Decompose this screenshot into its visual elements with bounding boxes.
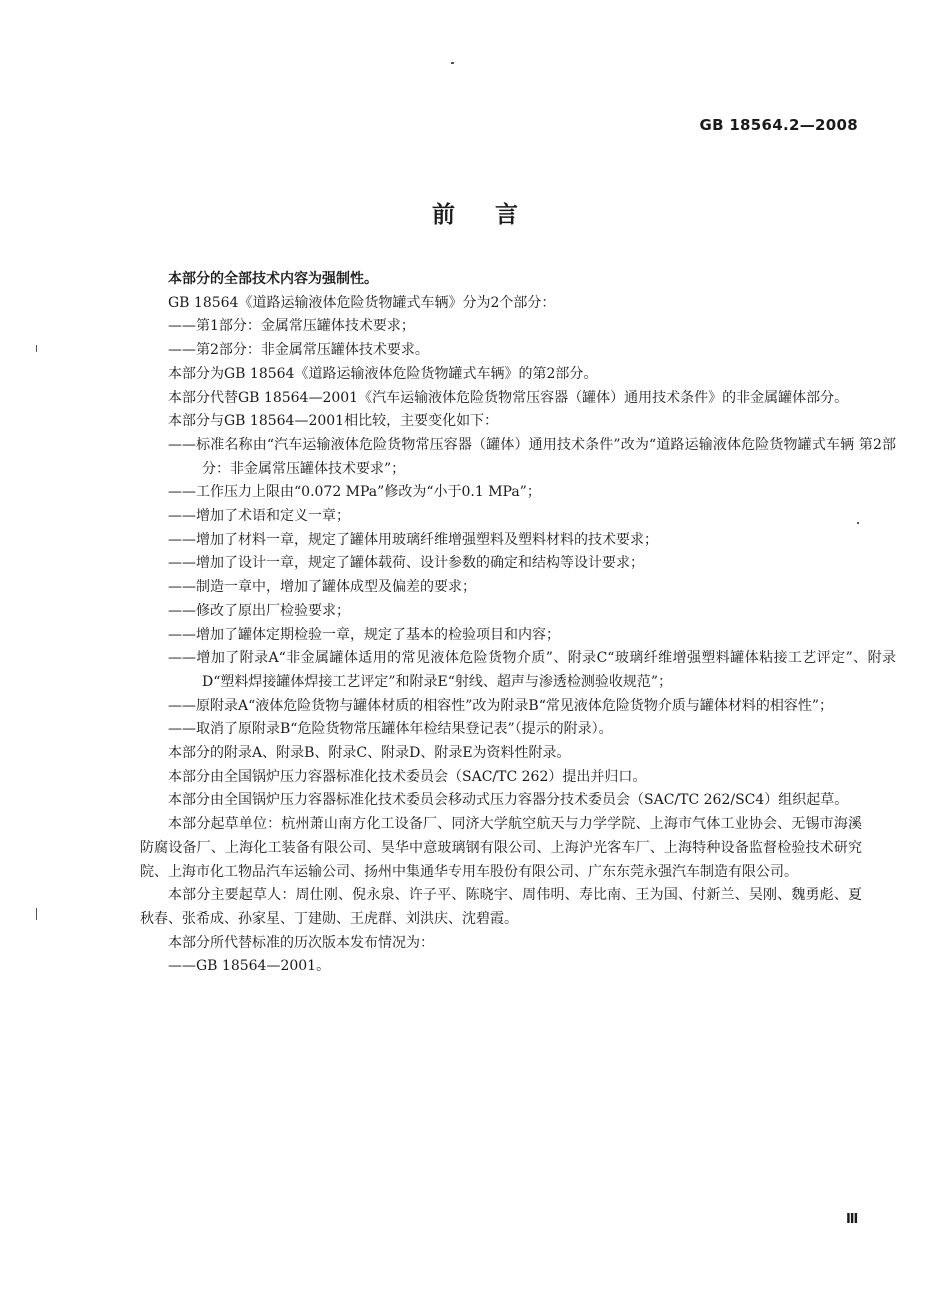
list-item: ——原附录A“液体危险货物与罐体材质的相容性”改为附录B“常见液体危险货物介质与罐体材料的相容性”； — [168, 697, 834, 714]
list-item: ——GB 18564—2001。 — [168, 958, 331, 975]
list-item: ——增加了罐体定期检验一章，规定了基本的检验项目和内容； — [168, 626, 560, 643]
paragraph: 本部分的全部技术内容为强制性。 — [168, 271, 378, 287]
paragraph: 本部分所代替标准的历次版本发布情况为： — [168, 934, 434, 951]
paragraph: 本部分的附录A、附录B、附录C、附录D、附录E为资料性附录。 — [168, 745, 571, 762]
paragraph: 本部分由全国锅炉压力容器标准化技术委员会移动式压力容器分技术委员会（SAC/TC 262/SC4）组织起草。 — [168, 792, 849, 809]
standard-code: GB 18564.2—2008 — [699, 116, 858, 134]
list-item: ——增加了材料一章，规定了罐体用玻璃纤维增强塑料及塑料材料的技术要求； — [168, 531, 658, 548]
paragraph: GB 18564《道路运输液体危险货物罐式车辆》分为2个部分： — [168, 294, 556, 311]
page-number: Ⅲ — [846, 1212, 859, 1227]
page-title: 前言 — [432, 202, 558, 228]
scan-speck — [36, 345, 37, 352]
list-item: ——增加了附录A“非金属罐体适用的常见液体危险货物介质”、附录C“玻璃纤维增强塑料罐体粘接工艺评定”、附录D“塑料焊接罐体焊接工艺评定”和附录E“射线、超声与渗透检测验收规范”； — [168, 650, 896, 690]
scan-speck — [451, 62, 454, 64]
scan-speck — [36, 908, 37, 920]
paragraph: 本部分起草单位：杭州萧山南方化工设备厂、同济大学航空航天与力学学院、上海市气体工业协会、无锡市海溪防腐设备厂、上海化工装备有限公司、昊华中意玻璃钢有限公司、上海沪光客车厂、上海特种设备监督检验技术研究院、上海市化工物品汽车运输公司、扬州中集通华专用车股份有限公司、广东东莞永强汽车制造有限公司。 — [140, 816, 862, 880]
foreword-body — [140, 268, 896, 979]
paragraph: 本部分由全国锅炉压力容器标准化技术委员会（SAC/TC 262）提出并归口。 — [168, 768, 647, 785]
list-item: ——增加了术语和定义一章； — [168, 508, 350, 525]
list-item: ——修改了原出厂检验要求； — [168, 602, 350, 619]
list-item: ——增加了设计一章，规定了罐体载荷、设计参数的确定和结构等设计要求； — [168, 555, 644, 572]
paragraph: 本部分为GB 18564《道路运输液体危险货物罐式车辆》的第2部分。 — [168, 365, 598, 382]
scan-speck — [857, 522, 859, 524]
paragraph: 本部分主要起草人：周仕刚、倪永泉、许子平、陈晓宇、周伟明、寿比南、王为国、付新兰、吴刚、魏勇彪、夏秋春、张希成、孙家星、丁建勋、王虎群、刘洪庆、沈碧霞。 — [140, 887, 862, 927]
list-item: ——标准名称由“汽车运输液体危险货物常压容器（罐体）通用技术条件”改为“道路运输液体危险货物罐式车辆 第2部分：非金属常压罐体技术要求”； — [168, 436, 896, 477]
list-item: ——第1部分：金属常压罐体技术要求； — [168, 318, 415, 335]
list-item: ——取消了原附录B“危险货物常压罐体年检结果登记表”（提示的附录）。 — [168, 721, 613, 738]
list-item: ——第2部分：非金属常压罐体技术要求。 — [168, 342, 429, 359]
paragraph: 本部分代替GB 18564—2001《汽车运输液体危险货物常压容器（罐体）通用技术条件》的非金属罐体部分。 — [168, 389, 849, 406]
list-item: ——工作压力上限由“0.072 MPa”修改为“小于0.1 MPa”； — [168, 484, 541, 501]
list-item: ——制造一章中，增加了罐体成型及偏差的要求； — [168, 579, 476, 596]
paragraph: 本部分与GB 18564—2001相比较，主要变化如下： — [168, 413, 499, 430]
